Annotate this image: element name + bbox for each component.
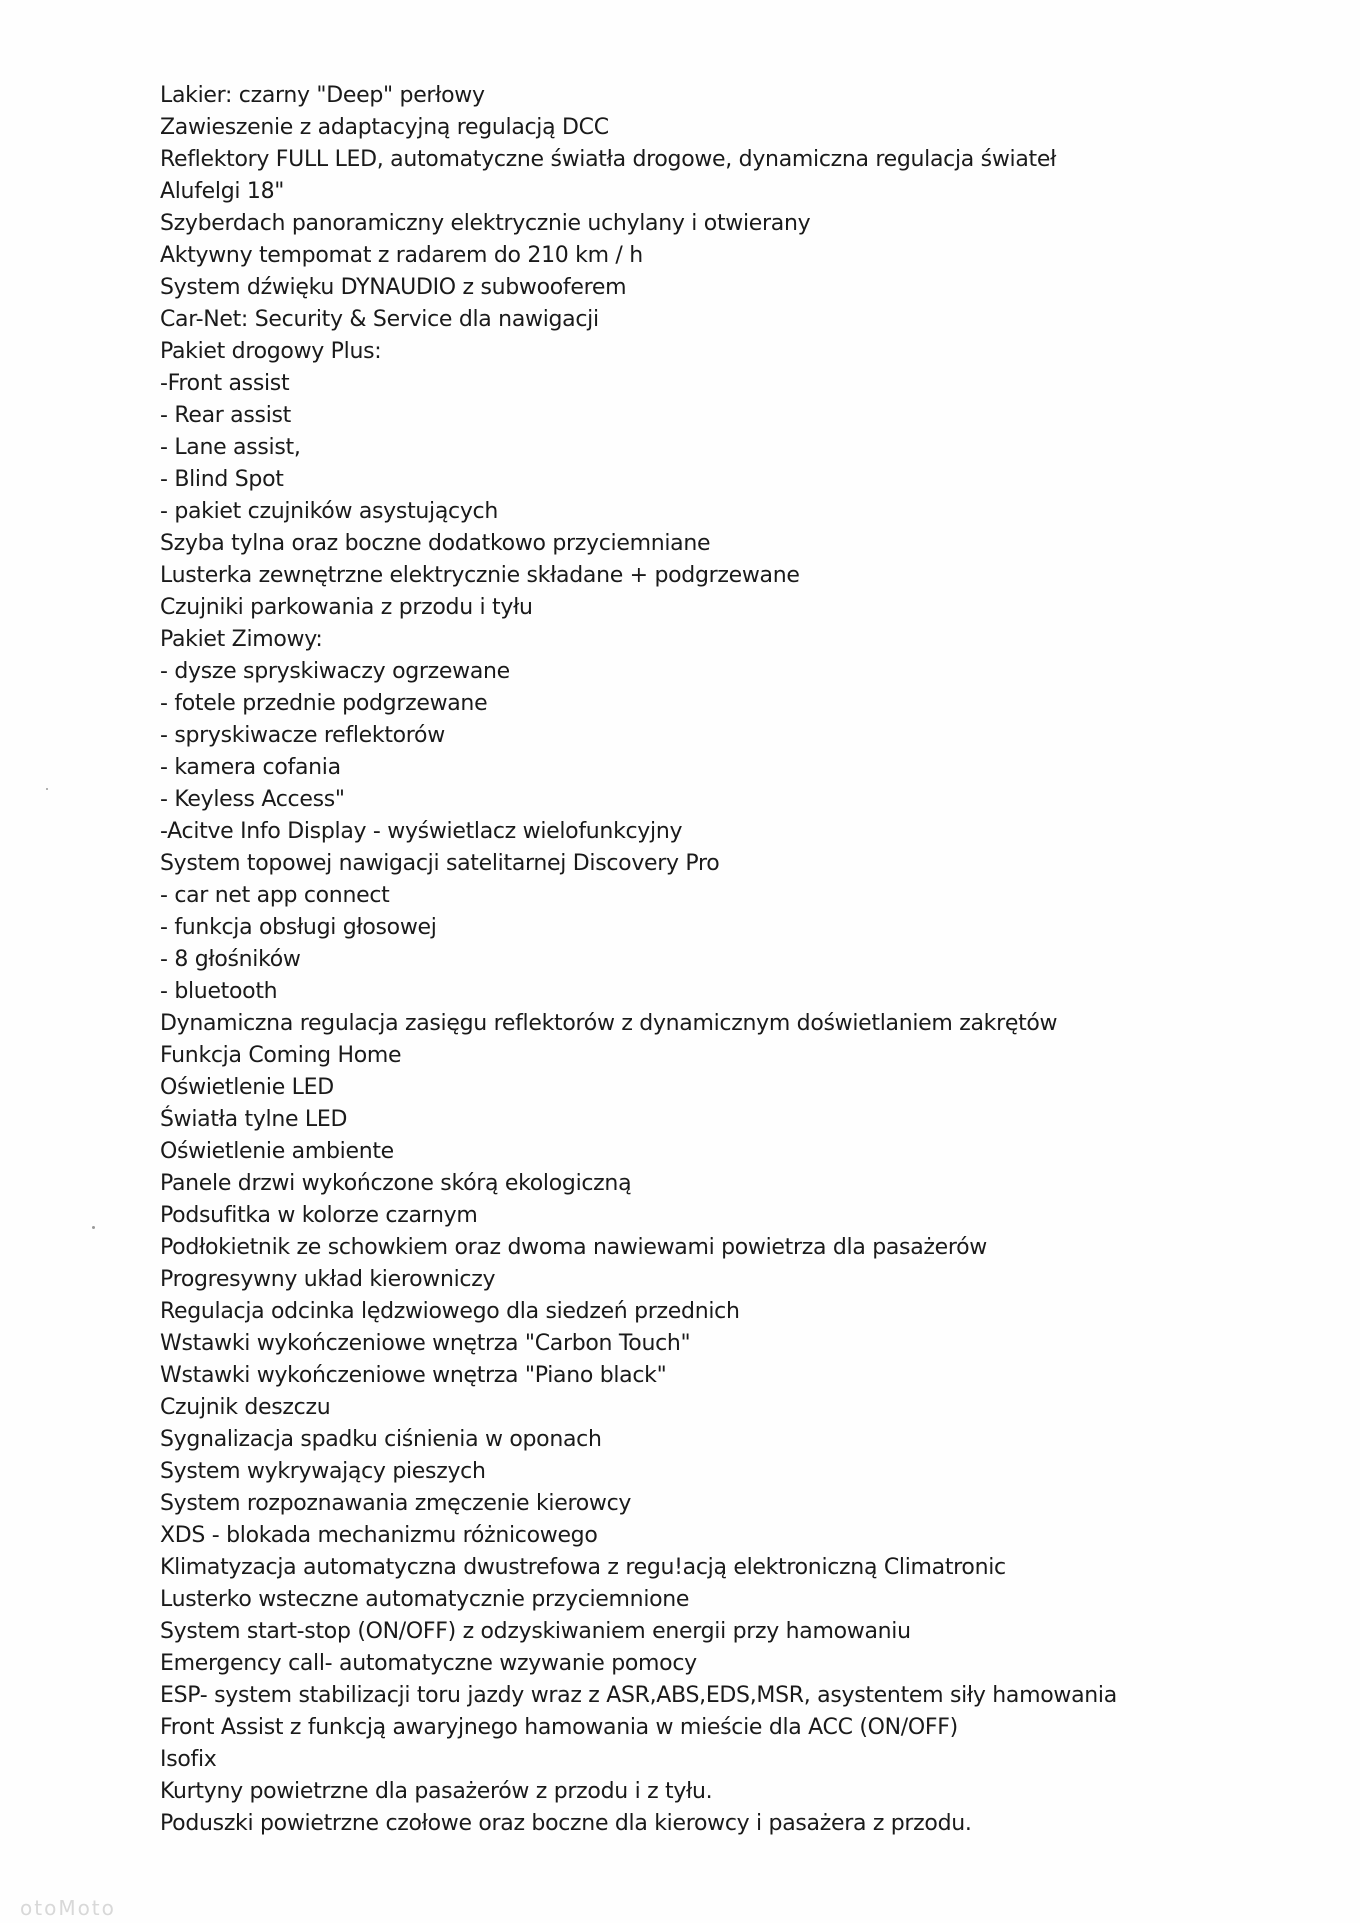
equipment-line: Regulacja odcinka lędzwiowego dla siedzeń przednich [160,1299,740,1324]
equipment-line: - fotele przednie podgrzewane [160,691,488,716]
equipment-line: Lusterka zewnętrzne elektrycznie składane + podgrzewane [160,563,800,588]
equipment-line: - kamera cofania [160,755,341,780]
scan-speck [92,1226,95,1229]
equipment-line: Funkcja Coming Home [160,1043,402,1068]
equipment-line: Lakier: czarny "Deep" perłowy [160,83,485,108]
equipment-line: - Keyless Access" [160,787,345,812]
equipment-line: Klimatyzacja automatyczna dwustrefowa z regu!acją elektroniczną Climatronic [160,1555,1006,1580]
equipment-line: - funkcja obsługi głosowej [160,915,437,940]
equipment-line: Czujniki parkowania z przodu i tyłu [160,595,533,620]
equipment-line: XDS - blokada mechanizmu różnicowego [160,1523,598,1548]
equipment-line: Pakiet Zimowy: [160,627,323,652]
equipment-line: Isofix [160,1747,217,1772]
scan-speck [46,788,48,790]
equipment-line: Progresywny układ kierowniczy [160,1267,496,1292]
equipment-line: Wstawki wykończeniowe wnętrza "Piano black" [160,1363,667,1388]
equipment-line: Poduszki powietrzne czołowe oraz boczne dla kierowcy i pasażera z przodu. [160,1811,972,1836]
equipment-line: - dysze spryskiwaczy ogrzewane [160,659,510,684]
equipment-line: Car-Net: Security & Service dla nawigacji [160,307,599,332]
equipment-list [160,80,1320,1840]
equipment-line: System dźwięku DYNAUDIO z subwooferem [160,275,627,300]
equipment-line: Światła tylne LED [160,1107,348,1132]
equipment-line: - bluetooth [160,979,278,1004]
equipment-line: - spryskiwacze reflektorów [160,723,445,748]
equipment-line: - Lane assist, [160,435,301,460]
equipment-line: Szyba tylna oraz boczne dodatkowo przyciemniane [160,531,711,556]
equipment-line: ESP- system stabilizacji toru jazdy wraz z ASR,ABS,EDS,MSR, asystentem siły hamowania [160,1683,1117,1708]
equipment-line: Alufelgi 18" [160,179,285,204]
equipment-line: Pakiet drogowy Plus: [160,339,382,364]
equipment-line: -Front assist [160,371,290,396]
equipment-line: Szyberdach panoramiczny elektrycznie uchylany i otwierany [160,211,811,236]
equipment-line: Czujnik deszczu [160,1395,331,1420]
equipment-line: Reflektory FULL LED, automatyczne światła drogowe, dynamiczna regulacja świateł [160,147,1057,172]
equipment-line: System topowej nawigacji satelitarnej Discovery Pro [160,851,720,876]
equipment-line: Front Assist z funkcją awaryjnego hamowania w mieście dla ACC (ON/OFF) [160,1715,958,1740]
equipment-line: Emergency call- automatyczne wzywanie pomocy [160,1651,697,1676]
equipment-line: Aktywny tempomat z radarem do 210 km / h [160,243,643,268]
equipment-line: Lusterko wsteczne automatycznie przyciemnione [160,1587,690,1612]
equipment-line: Podsufitka w kolorze czarnym [160,1203,478,1228]
watermark-logo: otoMoto [20,1896,116,1920]
equipment-line: Oświetlenie LED [160,1075,334,1100]
equipment-line: Kurtyny powietrzne dla pasażerów z przodu i z tyłu. [160,1779,713,1804]
equipment-line: System wykrywający pieszych [160,1459,486,1484]
equipment-line: Sygnalizacja spadku ciśnienia w oponach [160,1427,602,1452]
equipment-line: System rozpoznawania zmęczenie kierowcy [160,1491,632,1516]
equipment-line: -Acitve Info Display - wyświetlacz wielofunkcyjny [160,819,683,844]
equipment-line: - 8 głośników [160,947,301,972]
equipment-line: System start-stop (ON/OFF) z odzyskiwaniem energii przy hamowaniu [160,1619,911,1644]
equipment-line: Panele drzwi wykończone skórą ekologiczną [160,1171,632,1196]
equipment-line: - pakiet czujników asystujących [160,499,498,524]
equipment-line: Oświetlenie ambiente [160,1139,394,1164]
equipment-line: Podłokietnik ze schowkiem oraz dwoma nawiewami powietrza dla pasażerów [160,1235,987,1260]
equipment-line: Wstawki wykończeniowe wnętrza "Carbon Touch" [160,1331,691,1356]
equipment-line: Dynamiczna regulacja zasięgu reflektorów z dynamicznym doświetlaniem zakrętów [160,1011,1058,1036]
equipment-line: - Rear assist [160,403,291,428]
equipment-line: - car net app connect [160,883,390,908]
equipment-line: Zawieszenie z adaptacyjną regulacją DCC [160,115,609,140]
equipment-line: - Blind Spot [160,467,284,492]
